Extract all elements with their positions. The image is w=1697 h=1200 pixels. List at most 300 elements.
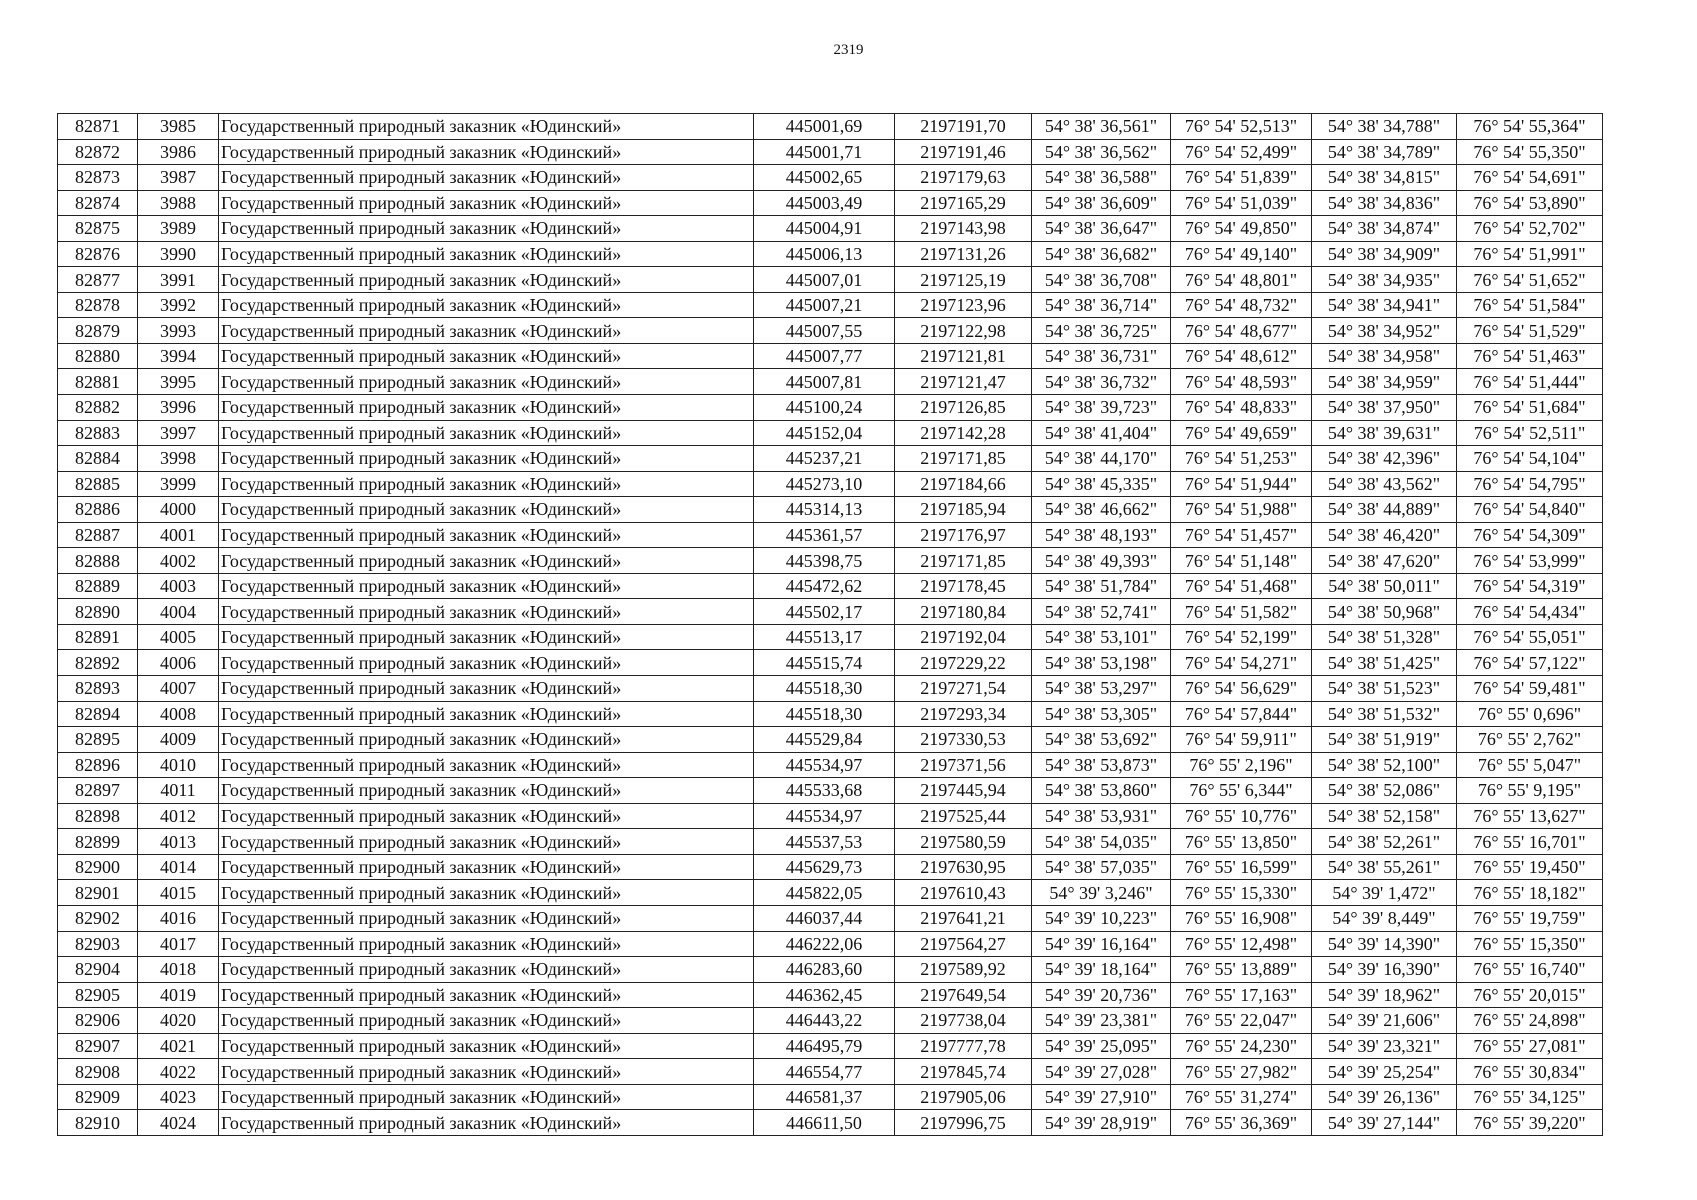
- table-row: [58, 497, 1603, 523]
- y-coordinate-cell: 2197165,29: [895, 190, 1032, 216]
- longitude-1-cell: 76° 54' 49,659": [1171, 420, 1312, 446]
- latitude-1-cell: 54° 38' 53,101": [1032, 624, 1171, 650]
- y-coordinate-cell: 2197371,56: [895, 752, 1032, 778]
- row-number-cell: 82871: [58, 114, 138, 140]
- x-coordinate-cell: 446222,06: [754, 931, 895, 957]
- longitude-2-cell: 76° 54' 51,463": [1457, 343, 1603, 369]
- longitude-1-cell: 76° 55' 17,163": [1171, 982, 1312, 1008]
- longitude-2-cell: 76° 55' 18,182": [1457, 880, 1603, 906]
- object-name-cell: Государственный природный заказник «Юдинский»: [219, 1110, 754, 1136]
- y-coordinate-cell: 2197178,45: [895, 573, 1032, 599]
- latitude-1-cell: 54° 38' 36,714": [1032, 292, 1171, 318]
- row-number-cell: 82907: [58, 1033, 138, 1059]
- table-row: [58, 267, 1603, 293]
- point-number-cell: 4017: [138, 931, 219, 957]
- object-name-cell: Государственный природный заказник «Юдинский»: [219, 650, 754, 676]
- table-row: [58, 292, 1603, 318]
- row-number-cell: 82879: [58, 318, 138, 344]
- row-number-cell: 82884: [58, 446, 138, 472]
- point-number-cell: 4021: [138, 1033, 219, 1059]
- point-number-cell: 4004: [138, 599, 219, 625]
- y-coordinate-cell: 2197143,98: [895, 216, 1032, 242]
- latitude-2-cell: 54° 39' 1,472": [1312, 880, 1457, 906]
- y-coordinate-cell: 2197845,74: [895, 1059, 1032, 1085]
- point-number-cell: 3992: [138, 292, 219, 318]
- table-row: [58, 650, 1603, 676]
- x-coordinate-cell: 446283,60: [754, 957, 895, 983]
- latitude-1-cell: 54° 39' 18,164": [1032, 957, 1171, 983]
- row-number-cell: 82886: [58, 497, 138, 523]
- object-name-cell: Государственный природный заказник «Юдинский»: [219, 446, 754, 472]
- x-coordinate-cell: 445533,68: [754, 778, 895, 804]
- latitude-1-cell: 54° 38' 51,784": [1032, 573, 1171, 599]
- row-number-cell: 82876: [58, 241, 138, 267]
- point-number-cell: 4012: [138, 803, 219, 829]
- x-coordinate-cell: 446443,22: [754, 1008, 895, 1034]
- object-name-cell: Государственный природный заказник «Юдинский»: [219, 599, 754, 625]
- x-coordinate-cell: 445273,10: [754, 471, 895, 497]
- row-number-cell: 82900: [58, 854, 138, 880]
- latitude-2-cell: 54° 38' 51,532": [1312, 701, 1457, 727]
- latitude-1-cell: 54° 38' 36,732": [1032, 369, 1171, 395]
- latitude-1-cell: 54° 38' 53,305": [1032, 701, 1171, 727]
- longitude-2-cell: 76° 54' 54,795": [1457, 471, 1603, 497]
- longitude-2-cell: 76° 55' 34,125": [1457, 1084, 1603, 1110]
- x-coordinate-cell: 445314,13: [754, 497, 895, 523]
- y-coordinate-cell: 2197641,21: [895, 905, 1032, 931]
- x-coordinate-cell: 445001,69: [754, 114, 895, 140]
- object-name-cell: Государственный природный заказник «Юдинский»: [219, 318, 754, 344]
- table-row: [58, 1008, 1603, 1034]
- row-number-cell: 82895: [58, 727, 138, 753]
- latitude-2-cell: 54° 39' 23,321": [1312, 1033, 1457, 1059]
- longitude-1-cell: 76° 55' 31,274": [1171, 1084, 1312, 1110]
- x-coordinate-cell: 445002,65: [754, 165, 895, 191]
- x-coordinate-cell: 445007,55: [754, 318, 895, 344]
- point-number-cell: 3998: [138, 446, 219, 472]
- y-coordinate-cell: 2197229,22: [895, 650, 1032, 676]
- latitude-1-cell: 54° 38' 54,035": [1032, 829, 1171, 855]
- latitude-2-cell: 54° 38' 50,968": [1312, 599, 1457, 625]
- latitude-1-cell: 54° 38' 36,708": [1032, 267, 1171, 293]
- latitude-1-cell: 54° 38' 53,873": [1032, 752, 1171, 778]
- y-coordinate-cell: 2197126,85: [895, 395, 1032, 421]
- latitude-1-cell: 54° 39' 10,223": [1032, 905, 1171, 931]
- row-number-cell: 82903: [58, 931, 138, 957]
- y-coordinate-cell: 2197121,81: [895, 343, 1032, 369]
- longitude-1-cell: 76° 54' 51,988": [1171, 497, 1312, 523]
- table-row: [58, 778, 1603, 804]
- y-coordinate-cell: 2197191,46: [895, 139, 1032, 165]
- row-number-cell: 82874: [58, 190, 138, 216]
- longitude-1-cell: 76° 54' 49,140": [1171, 241, 1312, 267]
- table-row: [58, 727, 1603, 753]
- longitude-1-cell: 76° 54' 56,629": [1171, 676, 1312, 702]
- longitude-1-cell: 76° 54' 51,944": [1171, 471, 1312, 497]
- object-name-cell: Государственный природный заказник «Юдинский»: [219, 778, 754, 804]
- longitude-1-cell: 76° 54' 51,582": [1171, 599, 1312, 625]
- row-number-cell: 82888: [58, 548, 138, 574]
- longitude-1-cell: 76° 54' 51,457": [1171, 522, 1312, 548]
- latitude-2-cell: 54° 39' 16,390": [1312, 957, 1457, 983]
- x-coordinate-cell: 445152,04: [754, 420, 895, 446]
- row-number-cell: 82875: [58, 216, 138, 242]
- longitude-1-cell: 76° 55' 15,330": [1171, 880, 1312, 906]
- longitude-2-cell: 76° 55' 24,898": [1457, 1008, 1603, 1034]
- object-name-cell: Государственный природный заказник «Юдинский»: [219, 471, 754, 497]
- row-number-cell: 82894: [58, 701, 138, 727]
- point-number-cell: 4016: [138, 905, 219, 931]
- longitude-2-cell: 76° 55' 16,701": [1457, 829, 1603, 855]
- latitude-2-cell: 54° 38' 51,523": [1312, 676, 1457, 702]
- point-number-cell: 4014: [138, 854, 219, 880]
- longitude-1-cell: 76° 54' 54,271": [1171, 650, 1312, 676]
- latitude-1-cell: 54° 38' 53,692": [1032, 727, 1171, 753]
- point-number-cell: 4007: [138, 676, 219, 702]
- object-name-cell: Государственный природный заказник «Юдинский»: [219, 165, 754, 191]
- x-coordinate-cell: 445515,74: [754, 650, 895, 676]
- row-number-cell: 82890: [58, 599, 138, 625]
- longitude-2-cell: 76° 54' 54,319": [1457, 573, 1603, 599]
- row-number-cell: 82878: [58, 292, 138, 318]
- latitude-2-cell: 54° 38' 34,909": [1312, 241, 1457, 267]
- latitude-2-cell: 54° 38' 42,396": [1312, 446, 1457, 472]
- longitude-2-cell: 76° 55' 2,762": [1457, 727, 1603, 753]
- latitude-1-cell: 54° 38' 39,723": [1032, 395, 1171, 421]
- latitude-2-cell: 54° 38' 50,011": [1312, 573, 1457, 599]
- latitude-1-cell: 54° 38' 48,193": [1032, 522, 1171, 548]
- object-name-cell: Государственный природный заказник «Юдинский»: [219, 752, 754, 778]
- longitude-2-cell: 76° 54' 57,122": [1457, 650, 1603, 676]
- longitude-1-cell: 76° 54' 52,199": [1171, 624, 1312, 650]
- object-name-cell: Государственный природный заказник «Юдинский»: [219, 829, 754, 855]
- table-row: [58, 957, 1603, 983]
- y-coordinate-cell: 2197580,59: [895, 829, 1032, 855]
- object-name-cell: Государственный природный заказник «Юдинский»: [219, 190, 754, 216]
- table-row: [58, 752, 1603, 778]
- y-coordinate-cell: 2197738,04: [895, 1008, 1032, 1034]
- latitude-1-cell: 54° 39' 16,164": [1032, 931, 1171, 957]
- longitude-1-cell: 76° 55' 10,776": [1171, 803, 1312, 829]
- longitude-1-cell: 76° 54' 51,039": [1171, 190, 1312, 216]
- longitude-1-cell: 76° 54' 48,732": [1171, 292, 1312, 318]
- x-coordinate-cell: 445007,77: [754, 343, 895, 369]
- point-number-cell: 3985: [138, 114, 219, 140]
- row-number-cell: 82882: [58, 395, 138, 421]
- y-coordinate-cell: 2197525,44: [895, 803, 1032, 829]
- x-coordinate-cell: 445513,17: [754, 624, 895, 650]
- x-coordinate-cell: 445398,75: [754, 548, 895, 574]
- point-number-cell: 4001: [138, 522, 219, 548]
- object-name-cell: Государственный природный заказник «Юдинский»: [219, 982, 754, 1008]
- object-name-cell: Государственный природный заказник «Юдинский»: [219, 1008, 754, 1034]
- table-row: [58, 369, 1603, 395]
- object-name-cell: Государственный природный заказник «Юдинский»: [219, 369, 754, 395]
- y-coordinate-cell: 2197123,96: [895, 292, 1032, 318]
- row-number-cell: 82897: [58, 778, 138, 804]
- latitude-1-cell: 54° 38' 36,725": [1032, 318, 1171, 344]
- x-coordinate-cell: 446581,37: [754, 1084, 895, 1110]
- object-name-cell: Государственный природный заказник «Юдинский»: [219, 727, 754, 753]
- object-name-cell: Государственный природный заказник «Юдинский»: [219, 957, 754, 983]
- longitude-1-cell: 76° 55' 13,850": [1171, 829, 1312, 855]
- table-body: [58, 114, 1603, 1136]
- x-coordinate-cell: 445100,24: [754, 395, 895, 421]
- latitude-1-cell: 54° 38' 52,741": [1032, 599, 1171, 625]
- latitude-1-cell: 54° 38' 36,731": [1032, 343, 1171, 369]
- row-number-cell: 82873: [58, 165, 138, 191]
- longitude-1-cell: 76° 55' 36,369": [1171, 1110, 1312, 1136]
- y-coordinate-cell: 2197445,94: [895, 778, 1032, 804]
- longitude-1-cell: 76° 54' 48,593": [1171, 369, 1312, 395]
- latitude-2-cell: 54° 39' 21,606": [1312, 1008, 1457, 1034]
- longitude-1-cell: 76° 55' 16,908": [1171, 905, 1312, 931]
- longitude-2-cell: 76° 54' 54,691": [1457, 165, 1603, 191]
- object-name-cell: Государственный природный заказник «Юдинский»: [219, 343, 754, 369]
- row-number-cell: 82904: [58, 957, 138, 983]
- latitude-1-cell: 54° 39' 3,246": [1032, 880, 1171, 906]
- point-number-cell: 4002: [138, 548, 219, 574]
- latitude-1-cell: 54° 39' 28,919": [1032, 1110, 1171, 1136]
- x-coordinate-cell: 445472,62: [754, 573, 895, 599]
- point-number-cell: 4015: [138, 880, 219, 906]
- longitude-2-cell: 76° 55' 30,834": [1457, 1059, 1603, 1085]
- latitude-2-cell: 54° 38' 34,815": [1312, 165, 1457, 191]
- latitude-2-cell: 54° 38' 52,100": [1312, 752, 1457, 778]
- point-number-cell: 4023: [138, 1084, 219, 1110]
- longitude-1-cell: 76° 54' 57,844": [1171, 701, 1312, 727]
- object-name-cell: Государственный природный заказник «Юдинский»: [219, 114, 754, 140]
- table-row: [58, 395, 1603, 421]
- longitude-2-cell: 76° 54' 54,434": [1457, 599, 1603, 625]
- latitude-1-cell: 54° 39' 20,736": [1032, 982, 1171, 1008]
- latitude-2-cell: 54° 38' 37,950": [1312, 395, 1457, 421]
- table-row: [58, 573, 1603, 599]
- x-coordinate-cell: 445006,13: [754, 241, 895, 267]
- point-number-cell: 3993: [138, 318, 219, 344]
- longitude-2-cell: 76° 54' 55,364": [1457, 114, 1603, 140]
- latitude-1-cell: 54° 39' 23,381": [1032, 1008, 1171, 1034]
- row-number-cell: 82908: [58, 1059, 138, 1085]
- table-row: [58, 1033, 1603, 1059]
- x-coordinate-cell: 445007,81: [754, 369, 895, 395]
- latitude-2-cell: 54° 38' 34,952": [1312, 318, 1457, 344]
- object-name-cell: Государственный природный заказник «Юдинский»: [219, 216, 754, 242]
- object-name-cell: Государственный природный заказник «Юдинский»: [219, 880, 754, 906]
- table-row: [58, 139, 1603, 165]
- longitude-2-cell: 76° 54' 54,309": [1457, 522, 1603, 548]
- latitude-1-cell: 54° 38' 41,404": [1032, 420, 1171, 446]
- table-row: [58, 343, 1603, 369]
- longitude-2-cell: 76° 55' 20,015": [1457, 982, 1603, 1008]
- latitude-1-cell: 54° 38' 36,588": [1032, 165, 1171, 191]
- table-row: [58, 522, 1603, 548]
- row-number-cell: 82885: [58, 471, 138, 497]
- latitude-2-cell: 54° 38' 51,919": [1312, 727, 1457, 753]
- y-coordinate-cell: 2197176,97: [895, 522, 1032, 548]
- latitude-2-cell: 54° 38' 34,941": [1312, 292, 1457, 318]
- longitude-2-cell: 76° 55' 27,081": [1457, 1033, 1603, 1059]
- object-name-cell: Государственный природный заказник «Юдинский»: [219, 548, 754, 574]
- x-coordinate-cell: 446611,50: [754, 1110, 895, 1136]
- row-number-cell: 82877: [58, 267, 138, 293]
- point-number-cell: 4011: [138, 778, 219, 804]
- object-name-cell: Государственный природный заказник «Юдинский»: [219, 420, 754, 446]
- point-number-cell: 3996: [138, 395, 219, 421]
- object-name-cell: Государственный природный заказник «Юдинский»: [219, 1059, 754, 1085]
- object-name-cell: Государственный природный заказник «Юдинский»: [219, 292, 754, 318]
- longitude-1-cell: 76° 54' 48,677": [1171, 318, 1312, 344]
- object-name-cell: Государственный природный заказник «Юдинский»: [219, 854, 754, 880]
- latitude-2-cell: 54° 38' 51,328": [1312, 624, 1457, 650]
- point-number-cell: 4018: [138, 957, 219, 983]
- point-number-cell: 4010: [138, 752, 219, 778]
- point-number-cell: 3988: [138, 190, 219, 216]
- latitude-2-cell: 54° 39' 18,962": [1312, 982, 1457, 1008]
- x-coordinate-cell: 446362,45: [754, 982, 895, 1008]
- y-coordinate-cell: 2197142,28: [895, 420, 1032, 446]
- table-row: [58, 854, 1603, 880]
- x-coordinate-cell: 446554,77: [754, 1059, 895, 1085]
- latitude-2-cell: 54° 39' 27,144": [1312, 1110, 1457, 1136]
- row-number-cell: 82896: [58, 752, 138, 778]
- y-coordinate-cell: 2197191,70: [895, 114, 1032, 140]
- x-coordinate-cell: 445003,49: [754, 190, 895, 216]
- latitude-2-cell: 54° 38' 34,836": [1312, 190, 1457, 216]
- point-number-cell: 4005: [138, 624, 219, 650]
- object-name-cell: Государственный природный заказник «Юдинский»: [219, 905, 754, 931]
- longitude-2-cell: 76° 54' 53,890": [1457, 190, 1603, 216]
- y-coordinate-cell: 2197192,04: [895, 624, 1032, 650]
- latitude-2-cell: 54° 38' 34,959": [1312, 369, 1457, 395]
- x-coordinate-cell: 445822,05: [754, 880, 895, 906]
- latitude-2-cell: 54° 39' 8,449": [1312, 905, 1457, 931]
- object-name-cell: Государственный природный заказник «Юдинский»: [219, 624, 754, 650]
- row-number-cell: 82881: [58, 369, 138, 395]
- object-name-cell: Государственный природный заказник «Юдинский»: [219, 676, 754, 702]
- latitude-1-cell: 54° 38' 46,662": [1032, 497, 1171, 523]
- point-number-cell: 4020: [138, 1008, 219, 1034]
- point-number-cell: 4013: [138, 829, 219, 855]
- latitude-2-cell: 54° 39' 14,390": [1312, 931, 1457, 957]
- latitude-2-cell: 54° 38' 34,874": [1312, 216, 1457, 242]
- longitude-1-cell: 76° 54' 48,833": [1171, 395, 1312, 421]
- x-coordinate-cell: 445237,21: [754, 446, 895, 472]
- point-number-cell: 3991: [138, 267, 219, 293]
- longitude-1-cell: 76° 54' 48,801": [1171, 267, 1312, 293]
- x-coordinate-cell: 445502,17: [754, 599, 895, 625]
- table-row: [58, 1059, 1603, 1085]
- table-row: [58, 1110, 1603, 1136]
- latitude-2-cell: 54° 38' 47,620": [1312, 548, 1457, 574]
- y-coordinate-cell: 2197179,63: [895, 165, 1032, 191]
- point-number-cell: 3997: [138, 420, 219, 446]
- y-coordinate-cell: 2197185,94: [895, 497, 1032, 523]
- latitude-1-cell: 54° 38' 53,860": [1032, 778, 1171, 804]
- y-coordinate-cell: 2197610,43: [895, 880, 1032, 906]
- latitude-2-cell: 54° 38' 44,889": [1312, 497, 1457, 523]
- table-row: [58, 318, 1603, 344]
- y-coordinate-cell: 2197777,78: [895, 1033, 1032, 1059]
- table-row: [58, 190, 1603, 216]
- longitude-2-cell: 76° 54' 55,051": [1457, 624, 1603, 650]
- longitude-2-cell: 76° 55' 39,220": [1457, 1110, 1603, 1136]
- y-coordinate-cell: 2197184,66: [895, 471, 1032, 497]
- point-number-cell: 4009: [138, 727, 219, 753]
- latitude-1-cell: 54° 39' 25,095": [1032, 1033, 1171, 1059]
- latitude-2-cell: 54° 38' 34,788": [1312, 114, 1457, 140]
- y-coordinate-cell: 2197330,53: [895, 727, 1032, 753]
- latitude-2-cell: 54° 38' 34,958": [1312, 343, 1457, 369]
- longitude-1-cell: 76° 54' 52,499": [1171, 139, 1312, 165]
- object-name-cell: Государственный природный заказник «Юдинский»: [219, 241, 754, 267]
- latitude-1-cell: 54° 38' 53,931": [1032, 803, 1171, 829]
- table-row: [58, 165, 1603, 191]
- longitude-2-cell: 76° 54' 51,991": [1457, 241, 1603, 267]
- object-name-cell: Государственный природный заказник «Юдинский»: [219, 701, 754, 727]
- y-coordinate-cell: 2197180,84: [895, 599, 1032, 625]
- object-name-cell: Государственный природный заказник «Юдинский»: [219, 497, 754, 523]
- point-number-cell: 3987: [138, 165, 219, 191]
- longitude-2-cell: 76° 54' 51,684": [1457, 395, 1603, 421]
- point-number-cell: 3995: [138, 369, 219, 395]
- longitude-2-cell: 76° 55' 15,350": [1457, 931, 1603, 957]
- x-coordinate-cell: 445629,73: [754, 854, 895, 880]
- y-coordinate-cell: 2197125,19: [895, 267, 1032, 293]
- longitude-2-cell: 76° 55' 16,740": [1457, 957, 1603, 983]
- point-number-cell: 3999: [138, 471, 219, 497]
- y-coordinate-cell: 2197649,54: [895, 982, 1032, 1008]
- y-coordinate-cell: 2197293,34: [895, 701, 1032, 727]
- latitude-2-cell: 54° 38' 39,631": [1312, 420, 1457, 446]
- table-row: [58, 701, 1603, 727]
- row-number-cell: 82906: [58, 1008, 138, 1034]
- x-coordinate-cell: 445534,97: [754, 752, 895, 778]
- latitude-1-cell: 54° 38' 36,562": [1032, 139, 1171, 165]
- longitude-1-cell: 76° 54' 51,839": [1171, 165, 1312, 191]
- longitude-1-cell: 76° 54' 51,468": [1171, 573, 1312, 599]
- table-row: [58, 216, 1603, 242]
- x-coordinate-cell: 445361,57: [754, 522, 895, 548]
- latitude-2-cell: 54° 38' 34,789": [1312, 139, 1457, 165]
- longitude-2-cell: 76° 55' 19,450": [1457, 854, 1603, 880]
- page-number: 2319: [833, 42, 864, 58]
- x-coordinate-cell: 445529,84: [754, 727, 895, 753]
- longitude-2-cell: 76° 55' 13,627": [1457, 803, 1603, 829]
- table-row: [58, 880, 1603, 906]
- x-coordinate-cell: 446037,44: [754, 905, 895, 931]
- point-number-cell: 4024: [138, 1110, 219, 1136]
- latitude-1-cell: 54° 38' 36,561": [1032, 114, 1171, 140]
- point-number-cell: 3989: [138, 216, 219, 242]
- latitude-2-cell: 54° 38' 46,420": [1312, 522, 1457, 548]
- latitude-1-cell: 54° 38' 36,647": [1032, 216, 1171, 242]
- row-number-cell: 82905: [58, 982, 138, 1008]
- latitude-1-cell: 54° 39' 27,910": [1032, 1084, 1171, 1110]
- point-number-cell: 3994: [138, 343, 219, 369]
- x-coordinate-cell: 445001,71: [754, 139, 895, 165]
- longitude-1-cell: 76° 54' 52,513": [1171, 114, 1312, 140]
- point-number-cell: 4019: [138, 982, 219, 1008]
- x-coordinate-cell: 445518,30: [754, 701, 895, 727]
- object-name-cell: Государственный природный заказник «Юдинский»: [219, 139, 754, 165]
- latitude-1-cell: 54° 38' 53,198": [1032, 650, 1171, 676]
- longitude-1-cell: 76° 54' 59,911": [1171, 727, 1312, 753]
- longitude-2-cell: 76° 54' 55,350": [1457, 139, 1603, 165]
- object-name-cell: Государственный природный заказник «Юдинский»: [219, 803, 754, 829]
- row-number-cell: 82902: [58, 905, 138, 931]
- longitude-2-cell: 76° 54' 51,584": [1457, 292, 1603, 318]
